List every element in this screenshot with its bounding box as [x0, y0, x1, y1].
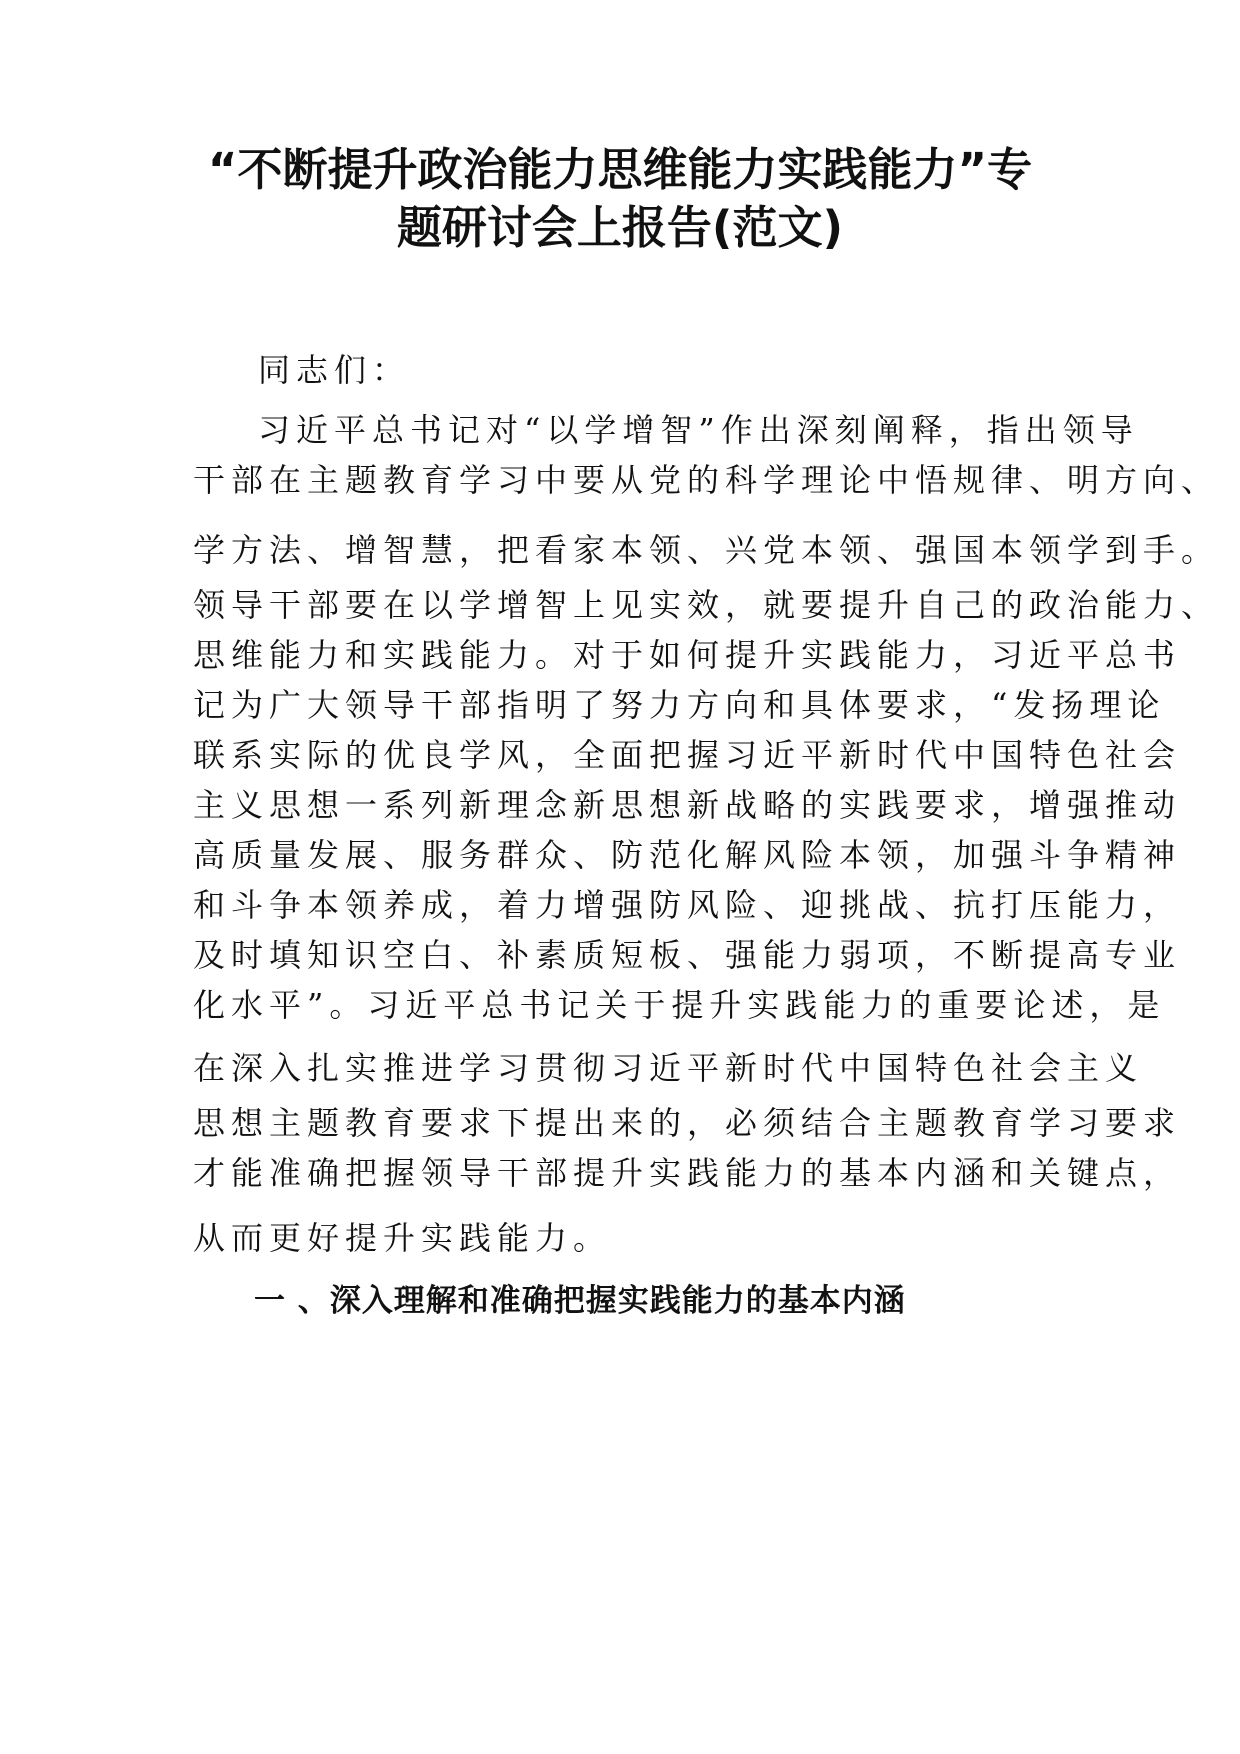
body-line: 思想主题教育要求下提出来的，必须结合主题教育学习要求	[193, 1104, 1182, 1142]
body-line: 领导干部要在以学增智上见实效，就要提升自己的政治能力、	[193, 586, 1220, 624]
body-line: 思维能力和实践能力。对于如何提升实践能力，习近平总书	[193, 636, 1182, 674]
body-line: 高质量发展、服务群众、防范化解风险本领，加强斗争精神	[193, 836, 1182, 874]
body-line: 干部在主题教育学习中要从党的科学理论中悟规律、明方向、	[193, 461, 1220, 499]
section-heading: 一 、深入理解和准确把握实践能力的基本内涵	[254, 1283, 906, 1319]
salutation: 同志们：	[258, 351, 411, 389]
body-line: 记为广大领导干部指明了努力方向和具体要求，“发扬理论	[193, 686, 1166, 724]
body-line: 化水平”。习近平总书记关于提升实践能力的重要论述，是	[193, 986, 1166, 1024]
body-line: 及时填知识空白、补素质短板、强能力弱项，不断提高专业	[193, 936, 1182, 974]
document-title-line-1: “不断提升政治能力思维能力实践能力”专	[207, 143, 1033, 196]
body-line: 主义思想一系列新理念新思想新战略的实践要求，增强推动	[193, 786, 1182, 824]
document-title-line-2: 题研讨会上报告(范文)	[396, 201, 844, 254]
body-line: 学方法、增智慧，把看家本领、兴党本领、强国本领学到手。	[193, 531, 1220, 569]
body-line: 从而更好提升实践能力。	[193, 1219, 612, 1257]
body-line: 才能准确把握领导干部提升实践能力的基本内涵和关键点，	[193, 1154, 1182, 1192]
body-line: 在深入扎实推进学习贯彻习近平新时代中国特色社会主义	[193, 1049, 1144, 1087]
body-line: 联系实际的优良学风，全面把握习近平新时代中国特色社会	[193, 736, 1182, 774]
body-line: 习近平总书记对“以学增智”作出深刻阐释，指出领导	[258, 411, 1139, 449]
body-line: 和斗争本领养成，着力增强防风险、迎挑战、抗打压能力，	[193, 886, 1182, 924]
